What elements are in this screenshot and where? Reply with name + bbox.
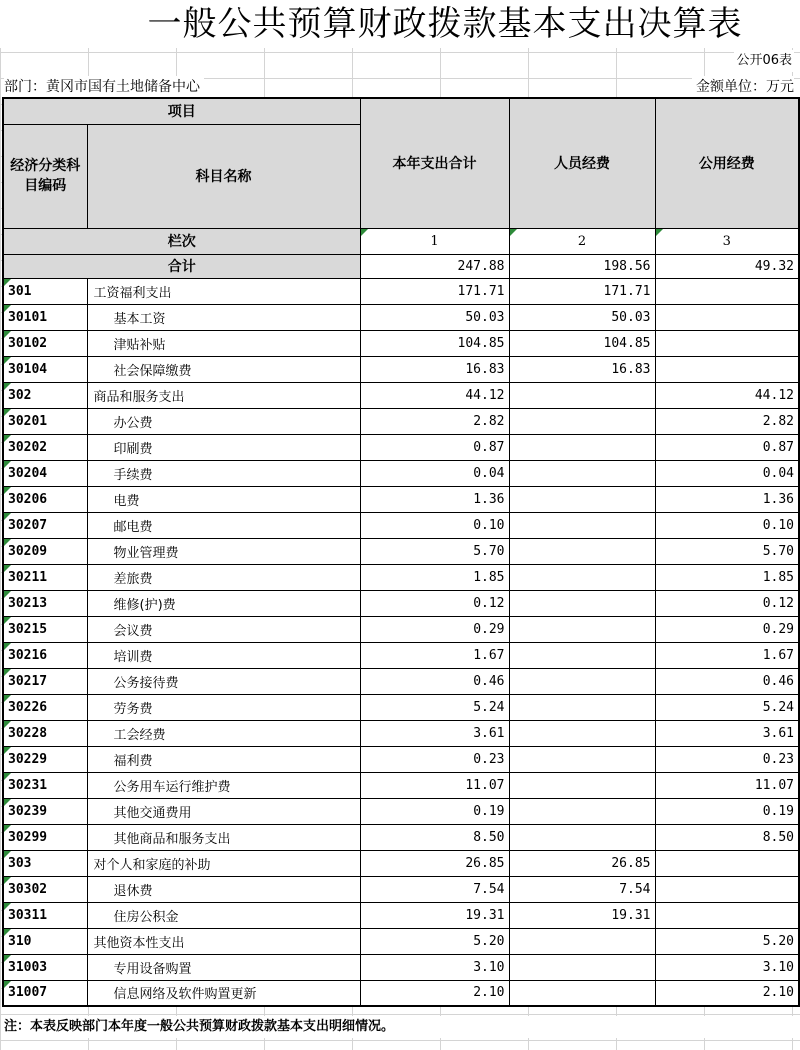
row-total[interactable]: 0.12: [360, 590, 509, 616]
row-code[interactable]: 30211: [3, 564, 87, 590]
row-code[interactable]: 30217: [3, 668, 87, 694]
row-code[interactable]: 31003: [3, 954, 87, 980]
row-total[interactable]: 50.03: [360, 304, 509, 330]
row-name[interactable]: 工会经费: [87, 720, 360, 746]
table-row: [3, 434, 799, 460]
row-personnel[interactable]: [509, 460, 655, 486]
row-personnel[interactable]: [509, 486, 655, 512]
row-name[interactable]: 其他交通费用: [87, 798, 360, 824]
col-index-3[interactable]: 3: [655, 228, 799, 254]
row-code[interactable]: 30239: [3, 798, 87, 824]
col-index-1[interactable]: 1: [360, 228, 509, 254]
row-code[interactable]: 30204: [3, 460, 87, 486]
header-code[interactable]: 经济分类科目编码: [3, 124, 87, 228]
header-column-order: 栏次: [3, 228, 360, 254]
header-public[interactable]: 公用经费: [655, 98, 799, 228]
table-row: [3, 564, 799, 590]
row-total[interactable]: 1.67: [360, 642, 509, 668]
row-public[interactable]: 0.19: [655, 798, 799, 824]
table-row: [3, 460, 799, 486]
row-personnel[interactable]: 26.85: [509, 850, 655, 876]
row-total[interactable]: 2.82: [360, 408, 509, 434]
row-total[interactable]: 0.10: [360, 512, 509, 538]
row-code[interactable]: 30201: [3, 408, 87, 434]
total-label: 合计: [3, 254, 360, 278]
table-row: [3, 278, 799, 304]
table-row: [3, 616, 799, 642]
row-code[interactable]: 31007: [3, 980, 87, 1006]
row-personnel[interactable]: 19.31: [509, 902, 655, 928]
table-row: [3, 876, 799, 902]
table-row: [3, 824, 799, 850]
row-name[interactable]: 培训费: [87, 642, 360, 668]
table-row: [3, 642, 799, 668]
row-name[interactable]: 其他商品和服务支出: [87, 824, 360, 850]
row-total[interactable]: 8.50: [360, 824, 509, 850]
row-personnel[interactable]: [509, 590, 655, 616]
row-personnel[interactable]: 171.71: [509, 278, 655, 304]
row-personnel[interactable]: 104.85: [509, 330, 655, 356]
row-total[interactable]: 0.19: [360, 798, 509, 824]
row-total[interactable]: 11.07: [360, 772, 509, 798]
row-personnel[interactable]: [509, 928, 655, 954]
row-code[interactable]: 310: [3, 928, 87, 954]
form-number: 公开06表: [734, 50, 794, 72]
row-public[interactable]: 11.07: [655, 772, 799, 798]
row-personnel[interactable]: [509, 980, 655, 1006]
row-personnel[interactable]: [509, 538, 655, 564]
row-total[interactable]: 2.10: [360, 980, 509, 1006]
total-amount[interactable]: 247.88: [360, 254, 509, 278]
row-personnel[interactable]: [509, 434, 655, 460]
row-personnel[interactable]: [509, 746, 655, 772]
row-personnel[interactable]: [509, 720, 655, 746]
row-personnel[interactable]: [509, 694, 655, 720]
row-code[interactable]: 30229: [3, 746, 87, 772]
row-personnel[interactable]: [509, 824, 655, 850]
table-row: [3, 408, 799, 434]
row-public[interactable]: [655, 850, 799, 876]
header-project: 项目: [3, 98, 360, 124]
row-code[interactable]: 30311: [3, 902, 87, 928]
table-row: [3, 850, 799, 876]
row-total[interactable]: 5.20: [360, 928, 509, 954]
row-public[interactable]: 0.46: [655, 668, 799, 694]
row-code[interactable]: 30216: [3, 642, 87, 668]
row-code[interactable]: 30231: [3, 772, 87, 798]
table-row: [3, 720, 799, 746]
table-row: [3, 928, 799, 954]
row-code[interactable]: 30228: [3, 720, 87, 746]
row-personnel[interactable]: [509, 408, 655, 434]
table-row: [3, 512, 799, 538]
row-total[interactable]: 16.83: [360, 356, 509, 382]
row-code[interactable]: 30209: [3, 538, 87, 564]
total-personnel[interactable]: 198.56: [509, 254, 655, 278]
table-row: [3, 486, 799, 512]
row-name[interactable]: 物业管理费: [87, 538, 360, 564]
row-name[interactable]: 会议费: [87, 616, 360, 642]
row-total[interactable]: 26.85: [360, 850, 509, 876]
table-row: [3, 304, 799, 330]
row-total[interactable]: 5.24: [360, 694, 509, 720]
row-public[interactable]: 3.10: [655, 954, 799, 980]
table-row: [3, 902, 799, 928]
row-public[interactable]: 5.70: [655, 538, 799, 564]
row-public[interactable]: 5.24: [655, 694, 799, 720]
row-public[interactable]: [655, 876, 799, 902]
row-total[interactable]: 7.54: [360, 876, 509, 902]
row-public[interactable]: 1.67: [655, 642, 799, 668]
row-personnel[interactable]: [509, 616, 655, 642]
row-name[interactable]: 信息网络及软件购置更新: [87, 980, 360, 1006]
row-personnel[interactable]: 7.54: [509, 876, 655, 902]
row-public[interactable]: [655, 330, 799, 356]
department-label: 部门：黄冈市国有土地储备中心: [4, 76, 204, 98]
row-public[interactable]: 1.85: [655, 564, 799, 590]
row-code[interactable]: 30302: [3, 876, 87, 902]
row-code[interactable]: 30102: [3, 330, 87, 356]
row-personnel[interactable]: [509, 382, 655, 408]
table-row: [3, 772, 799, 798]
table-row: [3, 330, 799, 356]
header-name[interactable]: 科目名称: [87, 124, 360, 228]
row-code[interactable]: 30206: [3, 486, 87, 512]
row-public[interactable]: 8.50: [655, 824, 799, 850]
row-name[interactable]: 其他资本性支出: [87, 928, 360, 954]
amount-unit-label: 金额单位：万元: [692, 76, 794, 98]
row-name[interactable]: 专用设备购置: [87, 954, 360, 980]
row-name[interactable]: 工资福利支出: [87, 278, 360, 304]
table-row: [3, 694, 799, 720]
row-total[interactable]: 19.31: [360, 902, 509, 928]
row-code[interactable]: 30207: [3, 512, 87, 538]
row-code[interactable]: 303: [3, 850, 87, 876]
row-name[interactable]: 退休费: [87, 876, 360, 902]
row-name[interactable]: 商品和服务支出: [87, 382, 360, 408]
table-row: [3, 382, 799, 408]
row-total[interactable]: 0.46: [360, 668, 509, 694]
row-total[interactable]: 3.61: [360, 720, 509, 746]
row-personnel[interactable]: 50.03: [509, 304, 655, 330]
row-personnel[interactable]: [509, 512, 655, 538]
row-code[interactable]: 30104: [3, 356, 87, 382]
row-name[interactable]: 住房公积金: [87, 902, 360, 928]
row-public[interactable]: 0.10: [655, 512, 799, 538]
table-row: [3, 668, 799, 694]
row-public[interactable]: 3.61: [655, 720, 799, 746]
row-name[interactable]: 公务接待费: [87, 668, 360, 694]
row-public[interactable]: 5.20: [655, 928, 799, 954]
row-code[interactable]: 30213: [3, 590, 87, 616]
row-public[interactable]: 0.23: [655, 746, 799, 772]
row-name[interactable]: 办公费: [87, 408, 360, 434]
row-total[interactable]: 0.87: [360, 434, 509, 460]
table-row: [3, 954, 799, 980]
row-code[interactable]: 30202: [3, 434, 87, 460]
row-personnel[interactable]: [509, 798, 655, 824]
row-public[interactable]: [655, 902, 799, 928]
row-total[interactable]: 0.23: [360, 746, 509, 772]
row-name[interactable]: 电费: [87, 486, 360, 512]
row-name[interactable]: 手续费: [87, 460, 360, 486]
row-code[interactable]: 302: [3, 382, 87, 408]
total-public[interactable]: 49.32: [655, 254, 799, 278]
row-personnel[interactable]: [509, 642, 655, 668]
row-public[interactable]: [655, 356, 799, 382]
table-row: [3, 538, 799, 564]
row-personnel[interactable]: 16.83: [509, 356, 655, 382]
row-total[interactable]: 0.04: [360, 460, 509, 486]
header-personnel[interactable]: 人员经费: [509, 98, 655, 228]
row-code[interactable]: 30299: [3, 824, 87, 850]
row-public[interactable]: [655, 304, 799, 330]
row-public[interactable]: 44.12: [655, 382, 799, 408]
row-total[interactable]: 104.85: [360, 330, 509, 356]
row-name[interactable]: 维修(护)费: [87, 590, 360, 616]
expenditure-table: [2, 97, 800, 1007]
row-personnel[interactable]: [509, 954, 655, 980]
row-total[interactable]: 3.10: [360, 954, 509, 980]
row-public[interactable]: 0.04: [655, 460, 799, 486]
row-total[interactable]: 1.85: [360, 564, 509, 590]
row-public[interactable]: [655, 278, 799, 304]
row-public[interactable]: 2.82: [655, 408, 799, 434]
row-public[interactable]: 2.10: [655, 980, 799, 1006]
row-name[interactable]: 劳务费: [87, 694, 360, 720]
table-row: [3, 980, 799, 1006]
row-code[interactable]: 301: [3, 278, 87, 304]
col-index-2[interactable]: 2: [509, 228, 655, 254]
table-row: [3, 356, 799, 382]
row-personnel[interactable]: [509, 668, 655, 694]
table-row: [3, 798, 799, 824]
table-row: [3, 590, 799, 616]
row-code[interactable]: 30101: [3, 304, 87, 330]
row-total[interactable]: 0.29: [360, 616, 509, 642]
footnote: 注：本表反映部门本年度一般公共预算财政拨款基本支出明细情况。: [4, 1016, 794, 1038]
row-total[interactable]: 171.71: [360, 278, 509, 304]
row-code[interactable]: 30215: [3, 616, 87, 642]
row-public[interactable]: 0.12: [655, 590, 799, 616]
row-personnel[interactable]: [509, 772, 655, 798]
row-total[interactable]: 5.70: [360, 538, 509, 564]
row-name[interactable]: 公务用车运行维护费: [87, 772, 360, 798]
row-name[interactable]: 津贴补贴: [87, 330, 360, 356]
row-name[interactable]: 邮电费: [87, 512, 360, 538]
row-personnel[interactable]: [509, 564, 655, 590]
page-title: 一般公共预算财政拨款基本支出决算表: [0, 0, 800, 48]
row-name[interactable]: 对个人和家庭的补助: [87, 850, 360, 876]
header-total[interactable]: 本年支出合计: [360, 98, 509, 228]
total-row: [3, 254, 799, 278]
row-name[interactable]: 印刷费: [87, 434, 360, 460]
row-public[interactable]: 1.36: [655, 486, 799, 512]
row-name[interactable]: 社会保障缴费: [87, 356, 360, 382]
row-total[interactable]: 44.12: [360, 382, 509, 408]
row-code[interactable]: 30226: [3, 694, 87, 720]
table-row: [3, 746, 799, 772]
row-name[interactable]: 福利费: [87, 746, 360, 772]
row-total[interactable]: 1.36: [360, 486, 509, 512]
row-name[interactable]: 差旅费: [87, 564, 360, 590]
row-public[interactable]: 0.29: [655, 616, 799, 642]
row-public[interactable]: 0.87: [655, 434, 799, 460]
row-name[interactable]: 基本工资: [87, 304, 360, 330]
